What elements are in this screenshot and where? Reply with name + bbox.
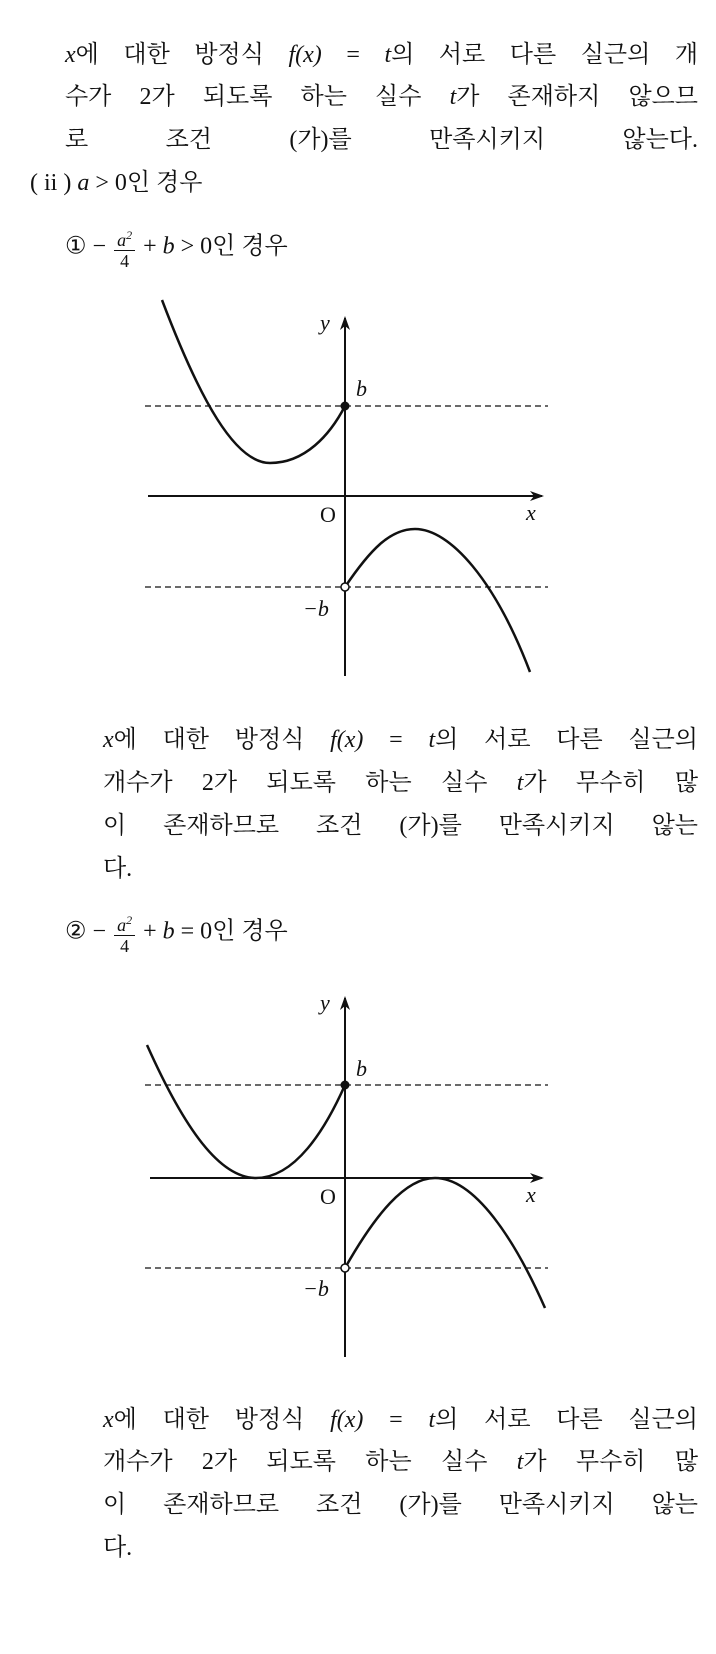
text-segment: 가 존재하지 않으므 (456, 84, 698, 110)
text-segment: 에 대한 방정식 (113, 727, 331, 753)
math-variable: b (162, 233, 175, 260)
exponent: 2 (126, 228, 133, 242)
math-variable: b (162, 918, 175, 945)
math-variable: x (65, 42, 76, 68)
denominator: 4 (120, 936, 130, 956)
text-segment: + (137, 233, 163, 260)
text-segment: ( ii ) (30, 170, 78, 196)
b-label: b (356, 1056, 367, 1081)
text-segment: 다. (103, 856, 133, 882)
text-segment: > 0인 경우 (174, 233, 288, 260)
denominator: 4 (120, 251, 130, 271)
neg-b-label: −b (303, 596, 329, 621)
text-segment: = (363, 727, 429, 753)
text-segment: = (321, 42, 385, 68)
x-axis-label: x (526, 500, 536, 525)
math-variable: t (428, 727, 436, 753)
text-segment: 에 대한 방정식 (113, 1407, 331, 1433)
y-axis-label: y (320, 310, 330, 335)
origin-label: O (320, 502, 336, 527)
closed-point-b (341, 402, 350, 411)
math-variable: f(x) (288, 42, 322, 68)
open-point-neg-b (341, 1264, 349, 1272)
minus-sign: − (92, 233, 107, 260)
curve-right (345, 1178, 545, 1308)
curve-right (345, 529, 530, 672)
minus-sign: − (92, 918, 107, 945)
numerator: a (117, 915, 127, 935)
text-segment: 가 무수히 많 (523, 1449, 699, 1475)
text-segment: 다. (103, 1535, 133, 1561)
subcase-marker: ② (65, 918, 87, 945)
open-point-neg-b (341, 583, 349, 591)
curve-left (147, 1045, 345, 1178)
curve-left (162, 300, 345, 463)
text-segment: 이 존재하므로 조건 (가)를 만족시키지 않는 (103, 813, 698, 839)
text-segment: = 0인 경우 (174, 918, 288, 945)
text-segment: > 0인 경우 (89, 170, 203, 196)
math-variable: t (384, 42, 392, 68)
text-segment: = (363, 1407, 429, 1433)
numerator: a (117, 230, 127, 250)
neg-b-label: −b (303, 1276, 329, 1301)
origin-label: O (320, 1184, 336, 1209)
math-variable: t (516, 770, 524, 796)
text-segment: 에 대한 방정식 (75, 42, 289, 68)
x-axis-label: x (526, 1182, 536, 1207)
math-variable: x (103, 1407, 114, 1433)
text-segment: 의 서로 다른 실근의 (435, 727, 698, 753)
text-segment: 의 서로 다른 실근의 개 (391, 42, 699, 68)
closed-point-b (341, 1081, 350, 1090)
text-segment: 수가 2가 되도록 하는 실수 (65, 84, 450, 110)
math-variable: x (103, 727, 114, 753)
graph-case-2 (145, 990, 548, 1357)
text-segment: 로 조건 (가)를 만족시키지 않는다. (65, 127, 698, 153)
math-variable: t (516, 1449, 524, 1475)
exponent: 2 (126, 913, 133, 927)
text-segment: 의 서로 다른 실근의 (435, 1407, 698, 1433)
math-variable: a (77, 170, 90, 196)
graph-case-1 (145, 300, 548, 676)
math-variable: t (428, 1407, 436, 1433)
text-segment: + (137, 918, 163, 945)
text-segment: 가 무수히 많 (523, 770, 699, 796)
text-segment: 개수가 2가 되도록 하는 실수 (103, 770, 517, 796)
subcase-marker: ① (65, 233, 87, 260)
math-variable: f(x) (330, 1407, 364, 1433)
text-segment: 이 존재하므로 조건 (가)를 만족시키지 않는 (103, 1492, 698, 1518)
y-axis-label: y (320, 990, 330, 1015)
math-variable: f(x) (330, 727, 364, 753)
text-segment: 개수가 2가 되도록 하는 실수 (103, 1449, 517, 1475)
math-variable: t (449, 84, 457, 110)
b-label: b (356, 376, 367, 401)
